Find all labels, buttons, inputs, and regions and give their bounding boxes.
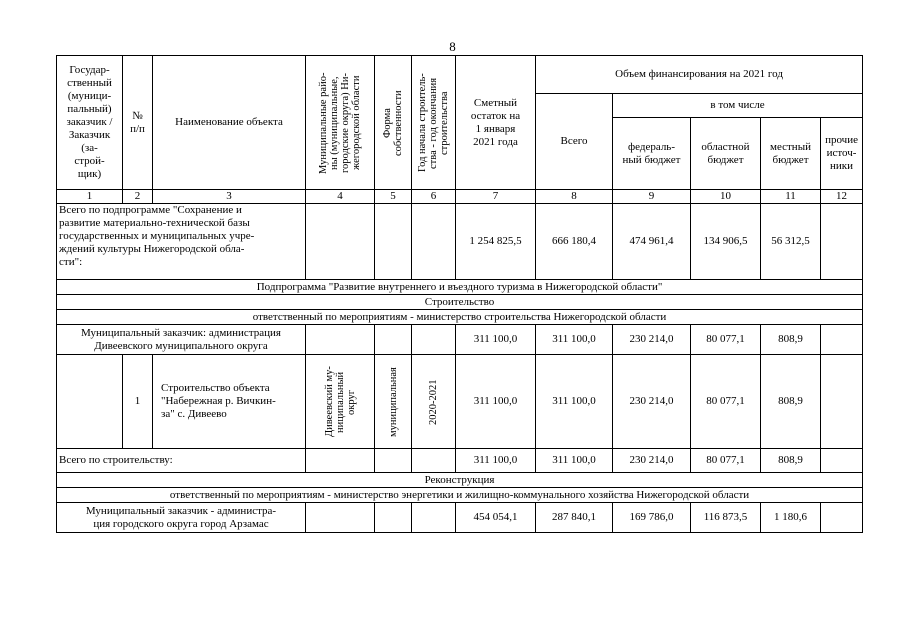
header-customer: Государ- ственный (муници- пальный) заказчик / Заказчик (за- строй- щик) — [57, 56, 123, 190]
cell-federal: 230 214,0 — [613, 325, 691, 355]
col-number: 1 — [57, 190, 123, 204]
col-number: 8 — [536, 190, 613, 204]
cell-total: 311 100,0 — [536, 355, 613, 449]
cell-other — [821, 449, 863, 473]
header-district: Муниципальные райо- ны (муниципальные, городские округа) Ни- жегородской области — [306, 56, 375, 190]
cell-federal: 230 214,0 — [613, 449, 691, 473]
header-object-name: Наименование объекта — [153, 56, 306, 190]
cell-estimate: 1 254 825,5 — [456, 204, 536, 280]
page-number: 8 — [449, 39, 456, 54]
section-title-reconstruction: Реконструкция — [57, 473, 863, 488]
object-ownership: муниципальная — [375, 355, 412, 449]
col-number: 9 — [613, 190, 691, 204]
cell-total: 287 840,1 — [536, 503, 613, 533]
object-years: 2020-2021 — [412, 355, 456, 449]
cell-other — [821, 325, 863, 355]
cell-estimate: 311 100,0 — [456, 449, 536, 473]
col-number: 3 — [153, 190, 306, 204]
column-numbers-row — [57, 190, 863, 204]
construction-total-label: Всего по строительству: — [57, 449, 306, 473]
table-row — [57, 355, 863, 449]
table-row — [57, 204, 863, 280]
object-district: Дивеевский му- ниципальный округ — [306, 355, 375, 449]
customer-arzamas-label: Муниципальный заказчик - администра- ция городского округа город Арзамас — [57, 503, 306, 533]
subprogram-total-label: Всего по подпрограмме "Сохранение и развитие материально-технической базы государственных и муниципальных учре- ждений культуры Нижегородской обла- сти": — [57, 204, 306, 280]
table-row — [57, 325, 863, 355]
cell-local: 56 312,5 — [761, 204, 821, 280]
responsible-reconstruction: ответственный по мероприятиям - министерство энергетики и жилищно-коммунального хозяйства Нижегородской области — [57, 488, 863, 503]
cell-federal: 230 214,0 — [613, 355, 691, 449]
cell-regional: 80 077,1 — [691, 355, 761, 449]
cell-estimate: 311 100,0 — [456, 325, 536, 355]
header-ownership: Форма собственности — [375, 56, 412, 190]
cell-local: 808,9 — [761, 449, 821, 473]
col-number: 10 — [691, 190, 761, 204]
header-federal: федераль- ный бюджет — [613, 118, 691, 190]
header-including: в том числе — [613, 94, 863, 118]
cell-other — [821, 355, 863, 449]
table-row — [57, 449, 863, 473]
cell-regional: 80 077,1 — [691, 325, 761, 355]
col-number: 11 — [761, 190, 821, 204]
cell-estimate: 311 100,0 — [456, 355, 536, 449]
header-local: местный бюджет — [761, 118, 821, 190]
object-number: 1 — [123, 355, 153, 449]
responsible-construction: ответственный по мероприятиям - министерство строительства Нижегородской области — [57, 310, 863, 325]
object-name: Строительство объекта "Набережная р. Вичкин- за" с. Дивеево — [153, 355, 306, 449]
header-years: Год начала строитель- ства - год окончания строительства — [412, 56, 456, 190]
header-financing: Объем финансирования на 2021 год — [536, 56, 863, 94]
cell-total: 311 100,0 — [536, 449, 613, 473]
col-number: 2 — [123, 190, 153, 204]
col-number: 6 — [412, 190, 456, 204]
cell-local: 808,9 — [761, 325, 821, 355]
subprogram-title: Подпрограмма "Развитие внутреннего и въездного туризма в Нижегородской области" — [57, 280, 863, 295]
header-total: Всего — [536, 94, 613, 190]
cell-local: 1 180,6 — [761, 503, 821, 533]
col-number: 4 — [306, 190, 375, 204]
cell-federal: 474 961,4 — [613, 204, 691, 280]
col-number: 5 — [375, 190, 412, 204]
financing-table — [56, 55, 863, 533]
col-number: 12 — [821, 190, 863, 204]
customer-diveevo-label: Муниципальный заказчик: администрация Дивеевского муниципального округа — [57, 325, 306, 355]
cell-regional: 116 873,5 — [691, 503, 761, 533]
cell-estimate: 454 054,1 — [456, 503, 536, 533]
cell-local: 808,9 — [761, 355, 821, 449]
cell-regional: 134 906,5 — [691, 204, 761, 280]
cell-total: 311 100,0 — [536, 325, 613, 355]
section-title-construction: Строительство — [57, 295, 863, 310]
table-row — [57, 503, 863, 533]
col-number: 7 — [456, 190, 536, 204]
cell-federal: 169 786,0 — [613, 503, 691, 533]
header-estimated-balance: Сметный остаток на 1 января 2021 года — [456, 56, 536, 190]
header-number: № п/п — [123, 56, 153, 190]
header-regional: областной бюджет — [691, 118, 761, 190]
cell-total: 666 180,4 — [536, 204, 613, 280]
cell-other — [821, 204, 863, 280]
header-other: прочие источ- ники — [821, 118, 863, 190]
cell-other — [821, 503, 863, 533]
cell-regional: 80 077,1 — [691, 449, 761, 473]
